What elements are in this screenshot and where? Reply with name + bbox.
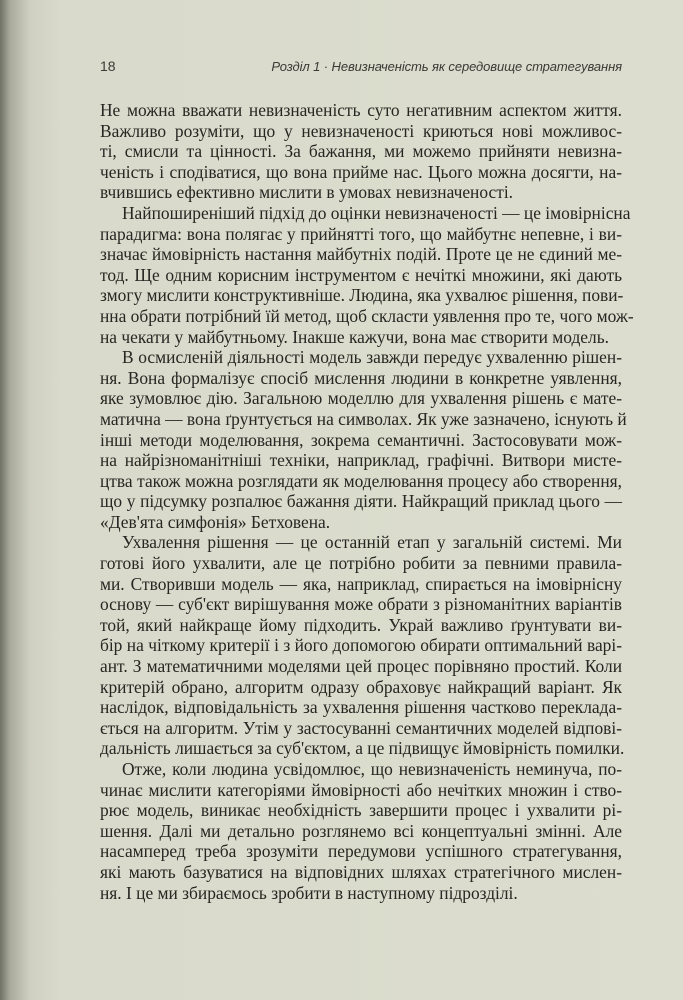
text-line: В осмисленій діяльності модель завжди передує ухваленню рішен- [122, 347, 622, 368]
paragraph [100, 532, 625, 759]
text-line: шення. Далі ми детально розглянемо всі концептуальні змінні. Але [100, 820, 622, 841]
text-line: ня. Вона формалізує спосіб мислення людини в конкретне уявлення, [100, 367, 622, 388]
text-line: дальність лишається за суб'єктом, а це підвищує ймовірність помилки. [100, 738, 625, 759]
text-line: рює модель, виникає необхідність завершити процес і ухвалити рі- [100, 800, 622, 821]
text-line: Отже, коли людина усвідомлює, що невизначеність неминуча, по- [122, 759, 622, 779]
text-line: на чекати у майбутньому. Інакше кажучи, вона має створити модель. [100, 326, 609, 347]
text-line: чинає мислити категоріями ймовірності або нечітких множин і ство- [100, 779, 622, 800]
text-line: критерій обрано, алгоритм одразу обраховує найкращий варіант. Як [100, 676, 622, 697]
text-line: яке зумовлює дію. Загальною моделлю для ухвалення рішень є мате- [100, 388, 622, 409]
text-line: значає ймовірність настання майбутніх подій. Проте це не єдиний ме- [100, 244, 622, 265]
text-line: той, який найкраще йому підходить. Украй важливо ґрунтувати ви- [100, 614, 622, 635]
running-title: Розділ 1 · Невизначеність як середовище стратегування [271, 59, 622, 74]
text-line: змогу мислити конструктивніше. Людина, яка ухвалює рішення, пови- [100, 285, 624, 306]
text-line: «Дев'ята симфонія» Бетховена. [100, 511, 331, 532]
text-line: ченість і сподіватися, що вона прийме нас. Цього можна досягти, на- [100, 161, 622, 182]
text-line: Не можна вважати невизначеність суто негативним аспектом життя. [100, 100, 622, 120]
page-number: 18 [100, 58, 116, 74]
text-line: насамперед треба зрозуміти передумови успішного стратегування, [100, 841, 622, 862]
text-line: вчившись ефективно мислити в умовах невизначеності. [100, 182, 513, 203]
text-line: Ухвалення рішення — це останній етап у загальній системі. Ми [122, 532, 622, 553]
text-line: цтва також можна розглядати як моделювання процесу або створення, [100, 470, 622, 491]
paragraph [100, 100, 622, 203]
text-line: наслідок, відповідальність за ухвалення рішення частково переклада- [100, 697, 622, 718]
text-line: які мають базуватися на відповідних шляхах стратегічного мислен- [100, 861, 622, 882]
paragraph [100, 202, 634, 347]
text-line: парадигма: вона полягає у прийнятті того, що майбутнє непевне, і ви- [100, 223, 622, 244]
text-line: ється на алгоритм. Утім у застосуванні семантичних моделей відпові- [100, 717, 622, 738]
running-header [100, 58, 622, 78]
text-line: бір на чіткому критерії і з його допомогою обирати оптимальний варі- [100, 635, 622, 656]
text-line: що у підсумку розпалює бажання діяти. Найкращий приклад цього — [100, 491, 622, 512]
text-line: інші методи моделювання, зокрема семантичні. Застосовувати мож- [100, 429, 622, 450]
text-line: ант. З математичними моделями цей процес порівняно простий. Коли [100, 656, 622, 677]
text-line: Найпоширеніший підхід до оцінки невизначеності — це імовірнісна [122, 202, 631, 223]
text-line: матична — вона ґрунтується на символах. Як уже зазначено, існують й [100, 408, 627, 429]
text-line: ми. Створивши модель — яка, наприклад, спирається на імовірнісну [100, 573, 622, 594]
text-line: ті, смисли та цінності. За бажання, ми можемо прийняти невизна- [100, 141, 622, 162]
paragraph [100, 759, 622, 903]
page-body [100, 100, 634, 903]
text-line: нна обрати потрібний їй метод, щоб скласти уявлення про те, чого мож- [100, 305, 634, 326]
text-line: тод. Ще одним корисним інструментом є нечіткі множини, які дають [100, 264, 622, 285]
paragraph [100, 347, 627, 532]
text-line: на найрізноманітніші техніки, наприклад, графічні. Витвори мисте- [100, 450, 622, 471]
text-line: основу — суб'єкт вирішування може обрати з різноманітних варіантів [100, 594, 622, 615]
text-line: Важливо розуміти, що у невизначеності криються нові можливос- [100, 120, 622, 141]
text-line: ня. І це ми збираємось зробити в наступному підрозділі. [100, 882, 518, 903]
text-line: готові його ухвалити, але це потрібно робити за певними правила- [100, 553, 622, 574]
